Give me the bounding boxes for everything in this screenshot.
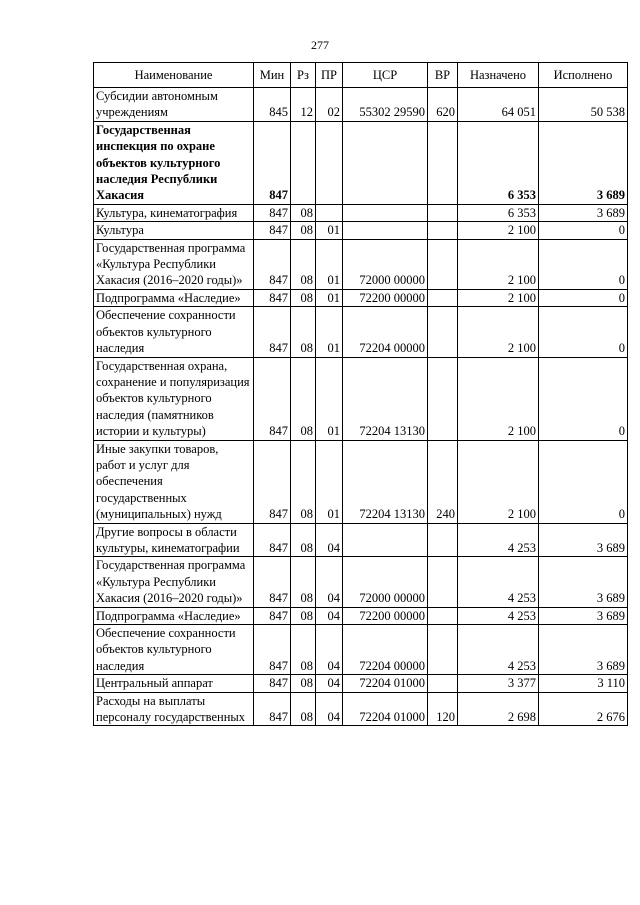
header-executed: Исполнено (539, 63, 628, 88)
cell-pr: 02 (316, 88, 343, 122)
cell-vr (428, 204, 458, 221)
cell-min: 847 (254, 557, 291, 607)
header-name: Наименование (94, 63, 254, 88)
cell-name: Подпрограмма «Наследие» (94, 289, 254, 306)
cell-rz: 08 (291, 204, 316, 221)
cell-csr: 72204 00000 (343, 307, 428, 357)
cell-min: 847 (254, 307, 291, 357)
cell-min: 847 (254, 357, 291, 440)
cell-assigned: 2 100 (458, 289, 539, 306)
cell-executed: 3 689 (539, 557, 628, 607)
table-row (94, 222, 628, 239)
header-csr: ЦСР (343, 63, 428, 88)
table-row (94, 307, 628, 357)
table-row (94, 523, 628, 557)
cell-executed: 3 110 (539, 675, 628, 692)
cell-csr: 55302 29590 (343, 88, 428, 122)
cell-csr: 72000 00000 (343, 239, 428, 289)
cell-assigned: 4 253 (458, 625, 539, 675)
cell-pr: 04 (316, 625, 343, 675)
table-row (94, 607, 628, 624)
cell-pr: 01 (316, 222, 343, 239)
cell-rz: 08 (291, 675, 316, 692)
cell-name: Государственная инспекция по охране объектов культурного наследия Республики Хакасия (94, 121, 254, 204)
cell-vr (428, 289, 458, 306)
table-row (94, 121, 628, 204)
header-vr: ВР (428, 63, 458, 88)
budget-table (93, 62, 628, 726)
cell-name: Другие вопросы в области культуры, кинематографии (94, 523, 254, 557)
cell-name: Субсидии автономным учреждениям (94, 88, 254, 122)
table-row (94, 88, 628, 122)
cell-csr: 72204 01000 (343, 675, 428, 692)
cell-min: 847 (254, 607, 291, 624)
header-rz: Рз (291, 63, 316, 88)
cell-name: Государственная охрана, сохранение и популяризация объектов культурного наследия (памятников истории и культуры) (94, 357, 254, 440)
cell-name: Культура, кинематография (94, 204, 254, 221)
cell-rz: 08 (291, 289, 316, 306)
cell-rz: 08 (291, 625, 316, 675)
cell-vr (428, 121, 458, 204)
table-header-row (94, 63, 628, 88)
cell-vr: 240 (428, 440, 458, 523)
cell-pr: 04 (316, 675, 343, 692)
cell-assigned: 64 051 (458, 88, 539, 122)
cell-name: Обеспечение сохранности объектов культурного наследия (94, 625, 254, 675)
cell-pr: 01 (316, 440, 343, 523)
cell-executed: 0 (539, 440, 628, 523)
cell-name: Иные закупки товаров, работ и услуг для обеспечения государственных (муниципальных) нужд (94, 440, 254, 523)
cell-assigned: 2 100 (458, 440, 539, 523)
table-row (94, 675, 628, 692)
cell-csr: 72204 00000 (343, 625, 428, 675)
cell-executed: 0 (539, 289, 628, 306)
cell-assigned: 3 377 (458, 675, 539, 692)
cell-executed: 0 (539, 307, 628, 357)
cell-pr: 04 (316, 523, 343, 557)
cell-csr: 72200 00000 (343, 607, 428, 624)
cell-assigned: 4 253 (458, 523, 539, 557)
cell-name: Государственная программа «Культура Республики Хакасия (2016–2020 годы)» (94, 239, 254, 289)
cell-name: Расходы на выплаты персоналу государственных (94, 692, 254, 726)
table-row (94, 557, 628, 607)
cell-rz: 08 (291, 692, 316, 726)
table-row (94, 440, 628, 523)
cell-pr (316, 204, 343, 221)
cell-rz: 08 (291, 222, 316, 239)
cell-name: Обеспечение сохранности объектов культурного наследия (94, 307, 254, 357)
cell-executed: 0 (539, 222, 628, 239)
table-row (94, 692, 628, 726)
cell-executed: 3 689 (539, 625, 628, 675)
cell-pr: 01 (316, 357, 343, 440)
cell-csr (343, 121, 428, 204)
cell-pr: 01 (316, 239, 343, 289)
cell-pr: 01 (316, 307, 343, 357)
cell-csr (343, 204, 428, 221)
cell-vr: 120 (428, 692, 458, 726)
cell-min: 847 (254, 239, 291, 289)
cell-pr (316, 121, 343, 204)
cell-rz: 08 (291, 440, 316, 523)
cell-assigned: 4 253 (458, 557, 539, 607)
cell-vr (428, 557, 458, 607)
header-pr: ПР (316, 63, 343, 88)
cell-assigned: 2 100 (458, 307, 539, 357)
cell-pr: 04 (316, 557, 343, 607)
cell-name: Центральный аппарат (94, 675, 254, 692)
cell-min: 847 (254, 523, 291, 557)
cell-csr: 72204 01000 (343, 692, 428, 726)
cell-min: 847 (254, 121, 291, 204)
cell-rz (291, 121, 316, 204)
cell-rz: 08 (291, 557, 316, 607)
cell-pr: 04 (316, 607, 343, 624)
header-min: Мин (254, 63, 291, 88)
cell-assigned: 2 100 (458, 357, 539, 440)
cell-vr (428, 239, 458, 289)
cell-assigned: 6 353 (458, 121, 539, 204)
cell-csr (343, 523, 428, 557)
cell-assigned: 2 100 (458, 222, 539, 239)
cell-executed: 3 689 (539, 523, 628, 557)
cell-vr (428, 625, 458, 675)
cell-csr: 72200 00000 (343, 289, 428, 306)
cell-executed: 3 689 (539, 204, 628, 221)
cell-min: 845 (254, 88, 291, 122)
cell-vr: 620 (428, 88, 458, 122)
cell-rz: 12 (291, 88, 316, 122)
cell-vr (428, 357, 458, 440)
cell-csr: 72204 13130 (343, 357, 428, 440)
cell-assigned: 2 100 (458, 239, 539, 289)
cell-executed: 0 (539, 357, 628, 440)
cell-min: 847 (254, 692, 291, 726)
cell-vr (428, 222, 458, 239)
cell-vr (428, 307, 458, 357)
cell-assigned: 6 353 (458, 204, 539, 221)
table-body (94, 88, 628, 726)
cell-executed: 3 689 (539, 607, 628, 624)
table-row (94, 289, 628, 306)
cell-min: 847 (254, 204, 291, 221)
cell-name: Подпрограмма «Наследие» (94, 607, 254, 624)
cell-vr (428, 607, 458, 624)
cell-csr: 72000 00000 (343, 557, 428, 607)
cell-assigned: 4 253 (458, 607, 539, 624)
cell-rz: 08 (291, 607, 316, 624)
cell-pr: 04 (316, 692, 343, 726)
cell-rz: 08 (291, 357, 316, 440)
cell-min: 847 (254, 625, 291, 675)
table-row (94, 204, 628, 221)
cell-assigned: 2 698 (458, 692, 539, 726)
cell-pr: 01 (316, 289, 343, 306)
cell-vr (428, 523, 458, 557)
cell-csr: 72204 13130 (343, 440, 428, 523)
table-row (94, 625, 628, 675)
cell-executed: 3 689 (539, 121, 628, 204)
cell-rz: 08 (291, 307, 316, 357)
cell-name: Государственная программа «Культура Республики Хакасия (2016–2020 годы)» (94, 557, 254, 607)
cell-rz: 08 (291, 239, 316, 289)
table-row (94, 239, 628, 289)
cell-name: Культура (94, 222, 254, 239)
header-assigned: Назначено (458, 63, 539, 88)
cell-min: 847 (254, 222, 291, 239)
cell-min: 847 (254, 289, 291, 306)
cell-min: 847 (254, 440, 291, 523)
table-row (94, 357, 628, 440)
cell-executed: 50 538 (539, 88, 628, 122)
cell-vr (428, 675, 458, 692)
cell-csr (343, 222, 428, 239)
cell-executed: 0 (539, 239, 628, 289)
cell-executed: 2 676 (539, 692, 628, 726)
cell-rz: 08 (291, 523, 316, 557)
page-number: 277 (311, 38, 329, 52)
cell-min: 847 (254, 675, 291, 692)
